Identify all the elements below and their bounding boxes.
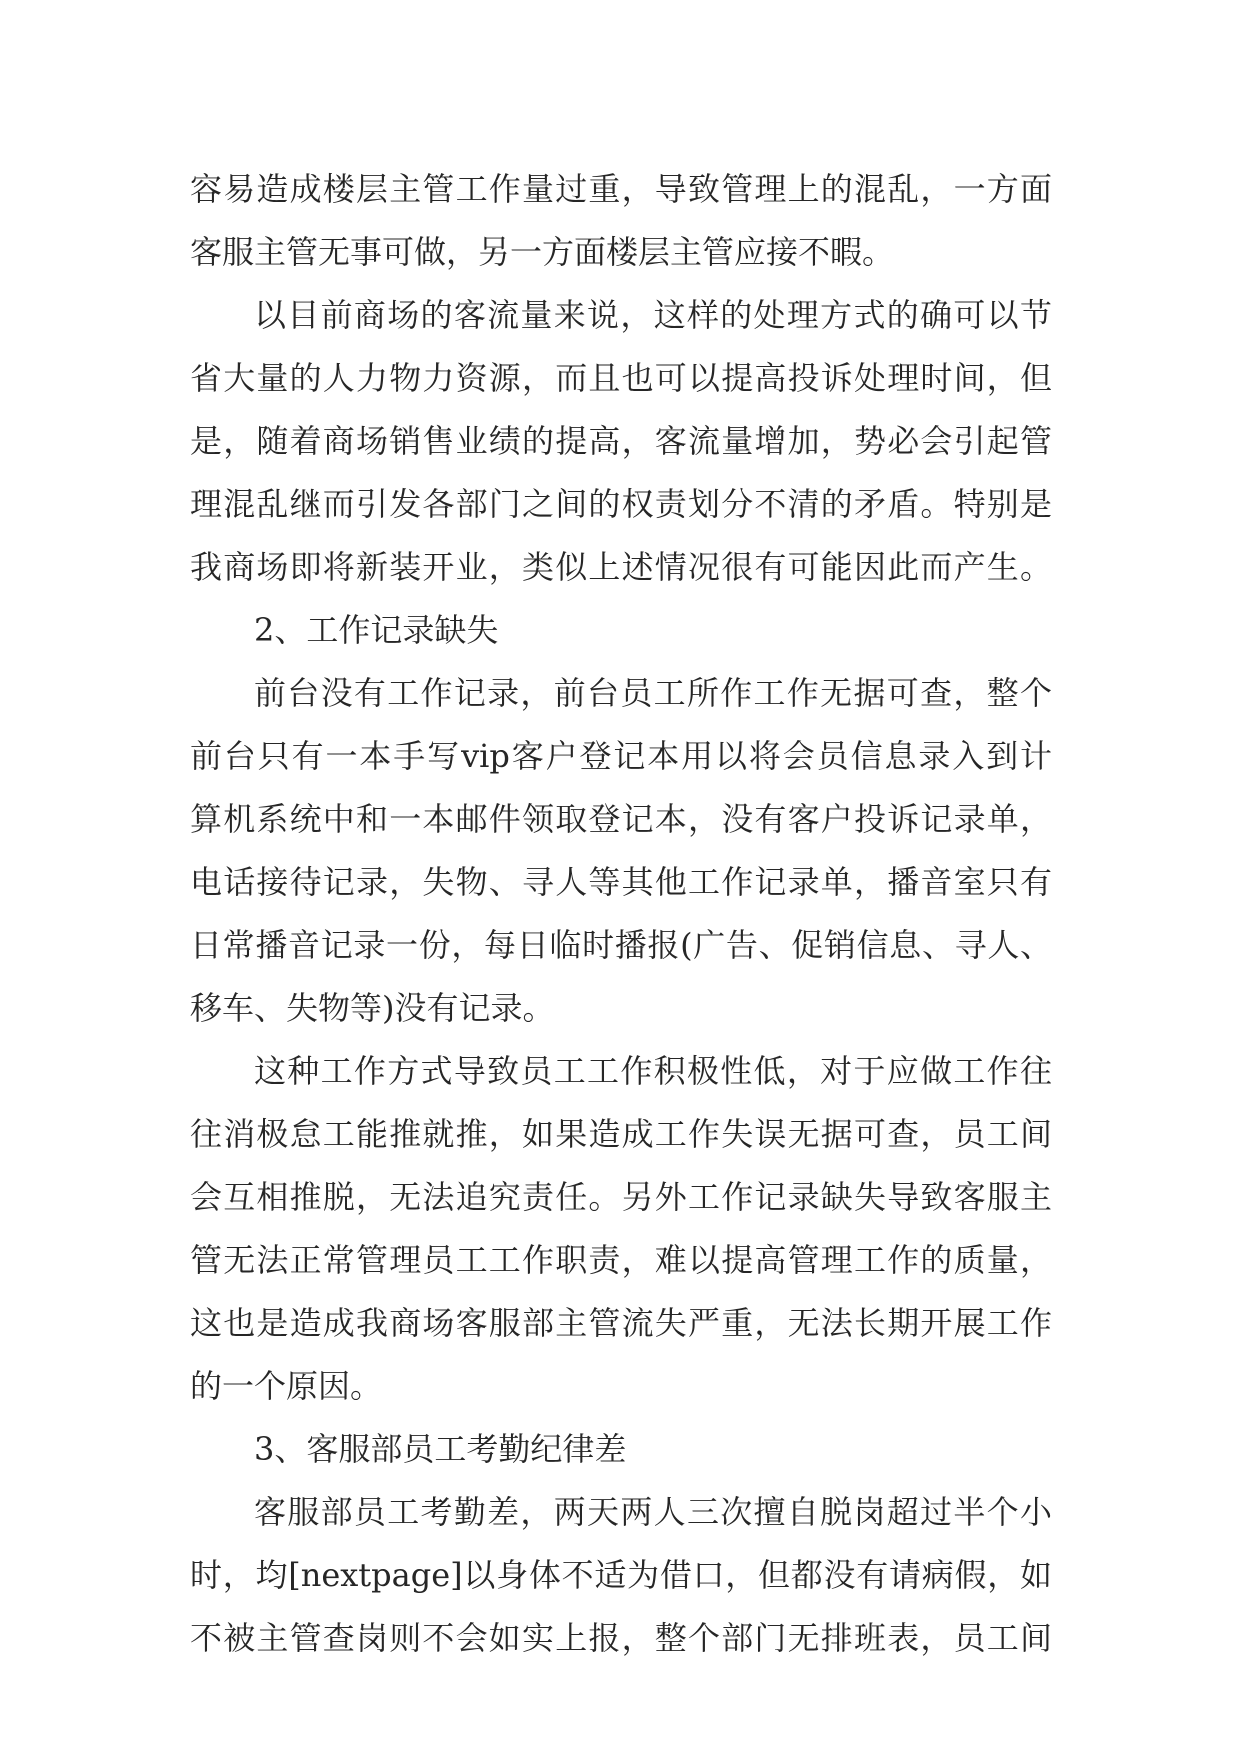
text-line: 往消极怠工能推就推，如果造成工作失误无据可查，员工间: [190, 1115, 1052, 1153]
text-line: 会互相推脱，无法追究责任。另外工作记录缺失导致客服主: [190, 1178, 1052, 1216]
text-line: 前台没有工作记录，前台员工所作工作无据可查，整个: [254, 674, 1052, 712]
text-line: 移车、失物等)没有记录。: [190, 989, 555, 1027]
text-line: 客服主管无事可做，另一方面楼层主管应接不暇。: [190, 233, 895, 271]
text-line: 理混乱继而引发各部门之间的权责划分不清的矛盾。特别是: [190, 485, 1052, 523]
section-heading: 2、工作记录缺失: [254, 611, 499, 649]
text-line: 管无法正常管理员工工作职责，难以提高管理工作的质量，: [190, 1241, 1052, 1279]
text-line: 电话接待记录，失物、寻人等其他工作记录单，播音室只有: [190, 863, 1052, 901]
text-line: 是，随着商场销售业绩的提高，客流量增加，势必会引起管: [190, 422, 1052, 460]
text-line: 前台只有一本手写vip客户登记本用以将会员信息录入到计: [190, 737, 1052, 775]
text-line: 这也是造成我商场客服部主管流失严重，无法长期开展工作: [190, 1304, 1052, 1342]
text-line: 我商场即将新装开业，类似上述情况很有可能因此而产生。: [190, 548, 1052, 586]
text-line: 日常播音记录一份，每日临时播报(广告、促销信息、寻人、: [190, 926, 1052, 964]
text-line: 的一个原因。: [190, 1367, 383, 1405]
text-line: 不被主管查岗则不会如实上报，整个部门无排班表，员工间: [190, 1619, 1052, 1657]
text-line: 以目前商场的客流量来说，这样的处理方式的确可以节: [254, 296, 1052, 334]
text-line: 这种工作方式导致员工工作积极性低，对于应做工作往: [254, 1052, 1052, 1090]
text-line: 客服部员工考勤差，两天两人三次擅自脱岗超过半个小: [254, 1493, 1052, 1531]
text-line: 时，均[nextpage]以身体不适为借口，但都没有请病假，如: [190, 1556, 1052, 1594]
body-text: [190, 158, 1052, 1670]
section-heading: 3、客服部员工考勤纪律差: [254, 1430, 627, 1468]
text-line: 容易造成楼层主管工作量过重，导致管理上的混乱，一方面: [190, 170, 1052, 208]
text-line: 算机系统中和一本邮件领取登记本，没有客户投诉记录单，: [190, 800, 1052, 838]
text-line: 省大量的人力物力资源，而且也可以提高投诉处理时间，但: [190, 359, 1052, 397]
